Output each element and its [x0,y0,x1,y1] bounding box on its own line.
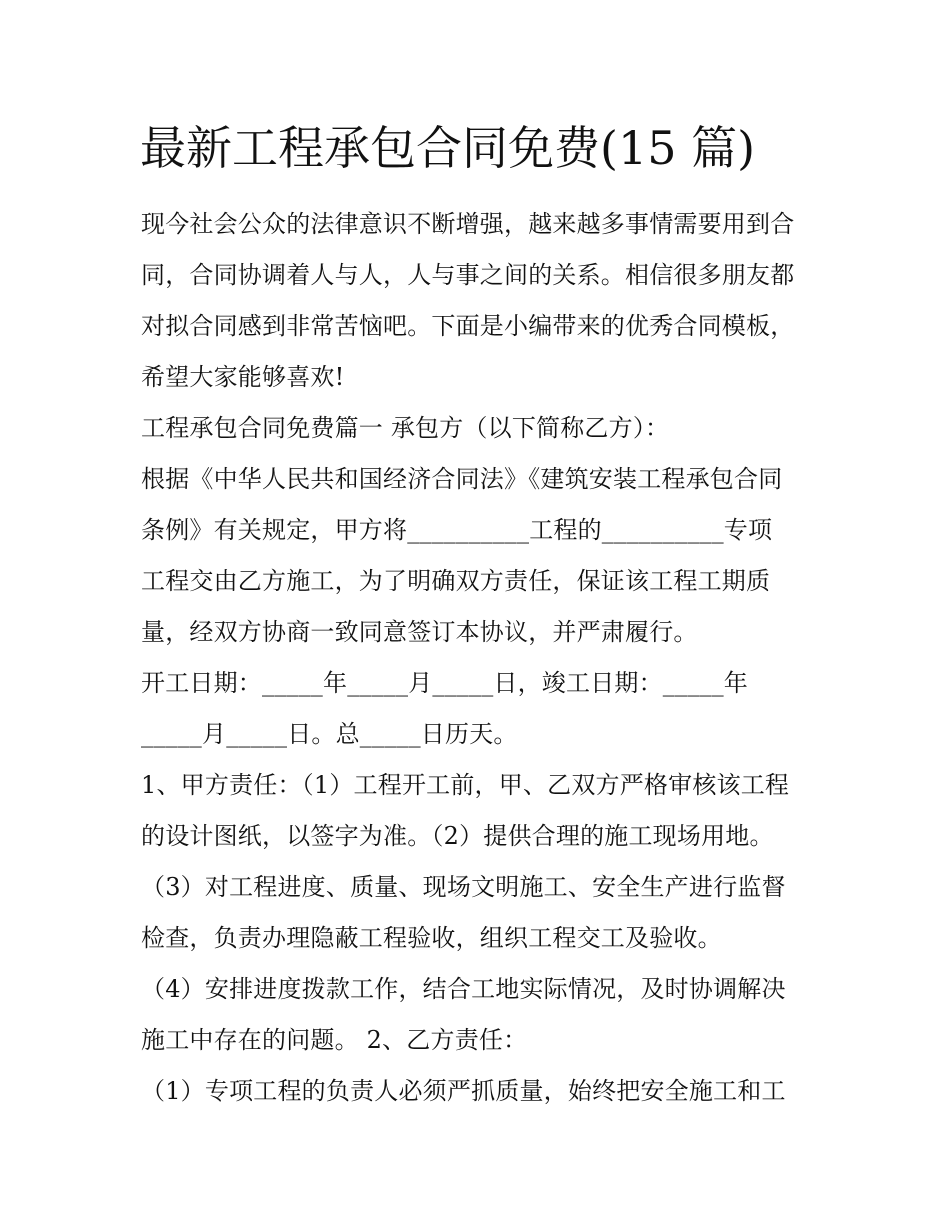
body-line: 的设计图纸，以签字为准。（2）提供合理的施工现场用地。 [141,822,774,850]
body-line: 现今社会公众的法律意识不断增强，越来越多事情需要用到合 [141,210,795,238]
date-line: 开工日期：_____年_____月_____日，竣工日期：_____年 [141,669,748,697]
body-line: 条例》有关规定，甲方将__________工程的__________专项 [141,516,773,544]
body-line: 检查，负责办理隐蔽工程验收，组织工程交工及验收。 [141,924,722,952]
document-title: 最新工程承包合同免费(15 篇) [140,121,756,175]
body-line: 施工中存在的问题。 2、乙方责任： [141,1026,528,1054]
body-line: 对拟合同感到非常苦恼吧。下面是小编带来的优秀合同模板， [141,312,795,340]
body-line: 根据《中华人民共和国经济合同法》《建筑安装工程承包合同 [141,465,783,493]
body-line: （4）安排进度拨款工作，结合工地实际情况，及时协调解决 [141,975,786,1003]
body-line: 同，合同协调着人与人，人与事之间的关系。相信很多朋友都 [141,261,795,289]
body-line: 希望大家能够喜欢! [141,363,345,391]
section-heading: 工程承包合同免费篇一 承包方（以下简称乙方）： [141,414,670,442]
body-line: 量，经双方协商一致同意签订本协议，并严肃履行。 [141,618,698,646]
body-line: 1、甲方责任：（1）工程开工前，甲、乙双方严格审核该工程 [141,771,790,799]
date-line: _____月_____日。总_____日历天。 [141,720,518,748]
body-line: 工程交由乙方施工，为了明确双方责任，保证该工程工期质 [141,567,771,595]
body-line: （3）对工程进度、质量、现场文明施工、安全生产进行监督 [141,873,786,901]
body-line: （1）专项工程的负责人必须严抓质量，始终把安全施工和工 [141,1077,786,1105]
document-body [141,199,821,1117]
